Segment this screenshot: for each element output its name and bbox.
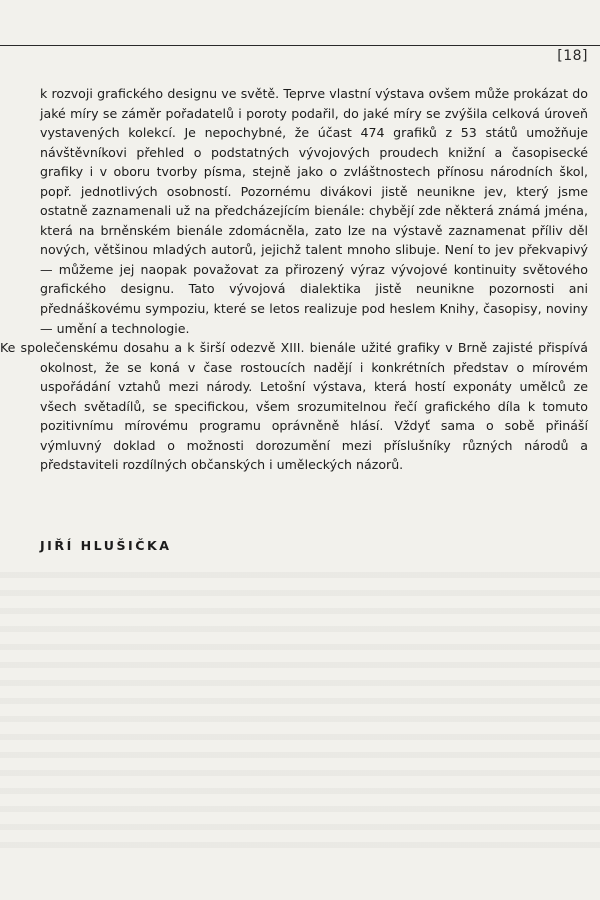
page-bleed-through: [0, 560, 600, 860]
header-rule: [0, 45, 600, 46]
article-body: [0, 84, 588, 475]
page-number: [18]: [557, 48, 588, 64]
paragraph-1: k rozvoji grafického designu ve světě. Teprve vlastní výstava ovšem může prokázat do jaké míry se záměr pořadatelů i poroty podařil, do jaké míry se zvýšila celková úroveň vystavených kolekcí. Je nepochybné, že účast 474 grafiků z 53 států umožňuje návštěvníkovi přehled o podstatných vývojových proudech knižní a časopisecké grafiky i v oboru tvorby písma, stejně jako o zvláštnostech přínosu národních škol, popř. jednotlivých osobností. Pozornému divákovi jistě neunikne jev, který jsme ostatně zaznamenali už na předcházejícím bienále: chybějí zde některá známá jména, která na brněnském bienále zdomácněla, zato lze na výstavě zaznamenat příliv děl nových, většinou mladých autorů, jejichž talent mnoho slibuje. Není to jev překvapivý — můžeme jej naopak považovat za přirozený výraz vývojové kontinuity světového grafického designu. Tato vývojová dialektika jistě neunikne pozornosti ani přednáškovému sympoziu, které se letos realizuje pod heslem Knihy, časopisy, noviny — umění a technologie.: [40, 86, 588, 336]
author-signature: JIŘÍ HLUŠIČKA: [40, 538, 172, 553]
paragraph-2: Ke společenskému dosahu a k širší odezvě XIII. bienále užité grafiky v Brně zajisté přispívá okolnost, že se koná v čase rostoucích nadějí i konkrétních představ o mírovém uspořádání vztahů mezi národy. Letošní výstava, která hostí exponáty umělců ze všech světadílů, se specifickou, všem srozumitelnou řečí grafického díla k tomuto pozitivnímu mírovému programu oprávněně hlásí. Vždyť sama o sobě přináší výmluvný doklad o možnosti dorozumění mezi příslušníky různých národů a představiteli rozdílných občanských i uměleckých názorů.: [0, 340, 588, 473]
